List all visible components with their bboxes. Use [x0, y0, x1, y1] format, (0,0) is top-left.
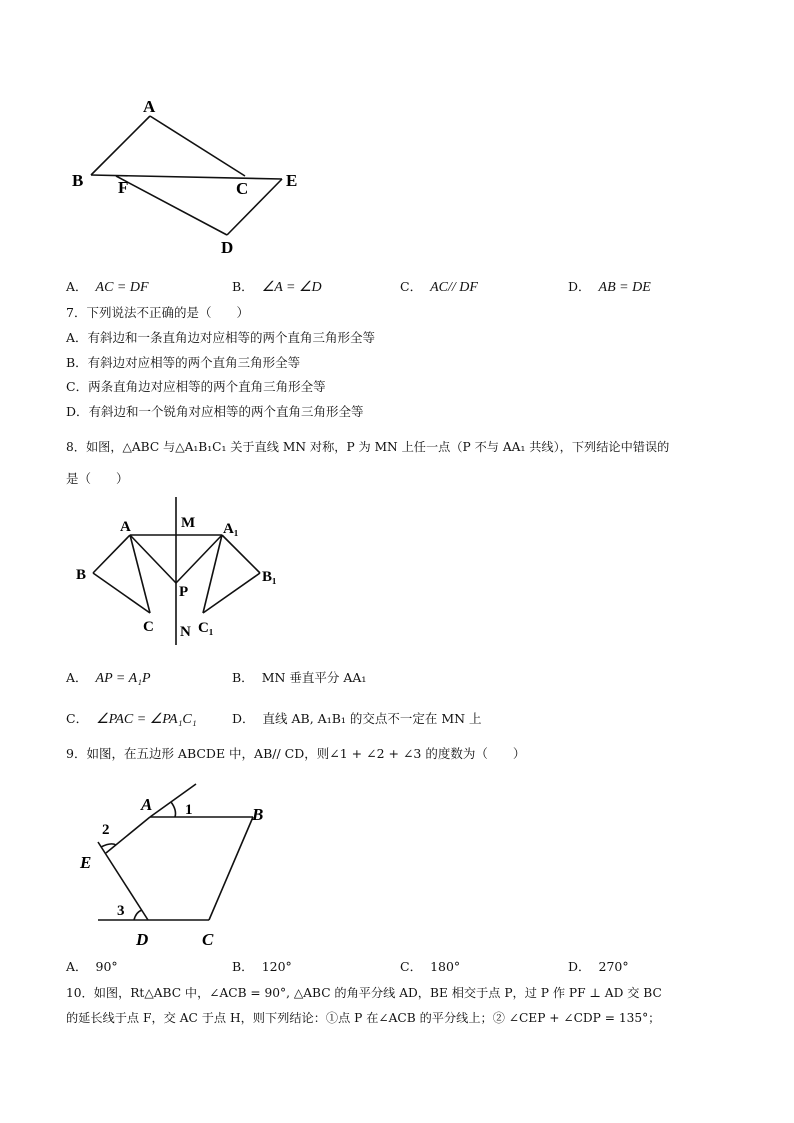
label-F: F [118, 178, 129, 197]
q8-option-a [66, 670, 151, 687]
q7-option-b: B．有斜边对应相等的两个直角三角形全等 [66, 355, 301, 370]
label-1: 1 [185, 802, 193, 818]
q7-option-d: D．有斜边和一个锐角对应相等的两个直角三角形全等 [66, 404, 364, 419]
q9-stem: 9．如图，在五边形 ABCDE 中，AB// CD，则∠1 + ∠2 + ∠3 的度数为（ ） [66, 746, 526, 761]
label-A: A [141, 795, 153, 814]
option-letter: B． [232, 279, 254, 294]
label-C: C [143, 619, 154, 635]
label-2: 2 [102, 822, 110, 838]
label-M: M [181, 515, 196, 531]
option-letter: A． [66, 279, 88, 294]
label-B1: B₁ [262, 569, 277, 585]
q8-figure [0, 495, 794, 645]
q10-line2: 的延长线于点 F，交 AC 于点 H，则下列结论：①点 P 在∠ACB 的平分线上；② ∠CEP + ∠CDP = 135°； [66, 1011, 661, 1025]
option-text: 270° [598, 959, 629, 974]
label-C1: C₁ [198, 620, 214, 636]
option-text: 120° [261, 959, 292, 974]
q6-option-c [400, 279, 478, 296]
label-E: E [286, 171, 298, 190]
label-B: B [72, 171, 84, 190]
option-letter: A． [66, 959, 88, 974]
q6-option-a [66, 279, 149, 296]
q9-figure [0, 770, 794, 950]
option-letter: C． [66, 711, 89, 726]
option-letter: B． [232, 670, 254, 685]
q6-option-d [568, 279, 651, 296]
q9-option-b [232, 959, 292, 975]
q8-option-c [66, 711, 197, 728]
option-letter: C． [400, 959, 423, 974]
q8-stem-line1: 8．如图，△ABC 与△A₁B₁C₁ 关于直线 MN 对称，P 为 MN 上任一点（P 不与 AA₁ 共线），下列结论中错误的 [66, 440, 670, 454]
option-letter: D． [568, 279, 591, 294]
option-letter: B． [232, 959, 254, 974]
label-A: A [143, 97, 156, 116]
q9-option-c [400, 959, 460, 975]
option-letter: C． [400, 279, 423, 294]
label-3: 3 [117, 903, 125, 919]
q6-option-b [232, 279, 322, 296]
label-P: P [179, 584, 189, 600]
q8-option-b [232, 670, 366, 686]
option-text: AP = A₁P [95, 671, 151, 686]
option-text: 180° [430, 959, 461, 974]
option-text: AB = DE [598, 280, 651, 295]
q7-option-a: A．有斜边和一条直角边对应相等的两个直角三角形全等 [66, 330, 376, 345]
option-text: AC = DF [95, 280, 149, 295]
q7-option-c: C．两条直角边对应相等的两个直角三角形全等 [66, 379, 326, 394]
option-text: 90° [95, 959, 118, 974]
label-D: D [221, 238, 234, 257]
q10-line1: 10．如图，Rt△ABC 中，∠ACB = 90°, △ABC 的角平分线 AD，BE 相交于点 P，过 P 作 PF ⊥ AD 交 BC [66, 986, 662, 1000]
option-letter: D． [232, 711, 255, 726]
label-C: C [202, 930, 214, 949]
q8-stem-line2: 是（ ） [66, 471, 129, 486]
option-text: MN 垂直平分 AA₁ [261, 670, 367, 685]
option-text: ∠PAC = ∠PA₁C₁ [96, 712, 197, 727]
q7-stem: 7．下列说法不正确的是（ ） [66, 305, 249, 320]
option-text: ∠A = ∠D [261, 280, 322, 295]
option-text: 直线 AB, A₁B₁ 的交点不一定在 MN 上 [262, 711, 482, 726]
q9-option-d [568, 959, 629, 975]
option-letter: A． [66, 670, 88, 685]
q6-figure [0, 0, 794, 270]
label-E: E [80, 853, 92, 872]
label-B: B [252, 805, 264, 824]
label-N: N [180, 624, 191, 640]
option-text: AC// DF [430, 280, 478, 295]
label-B: B [76, 567, 87, 583]
label-A: A [120, 519, 131, 535]
label-C: C [236, 179, 249, 198]
label-D: D [136, 930, 149, 949]
q8-option-d [232, 711, 482, 727]
label-A1: A₁ [223, 521, 239, 537]
option-letter: D． [568, 959, 591, 974]
q9-option-a [66, 959, 118, 975]
